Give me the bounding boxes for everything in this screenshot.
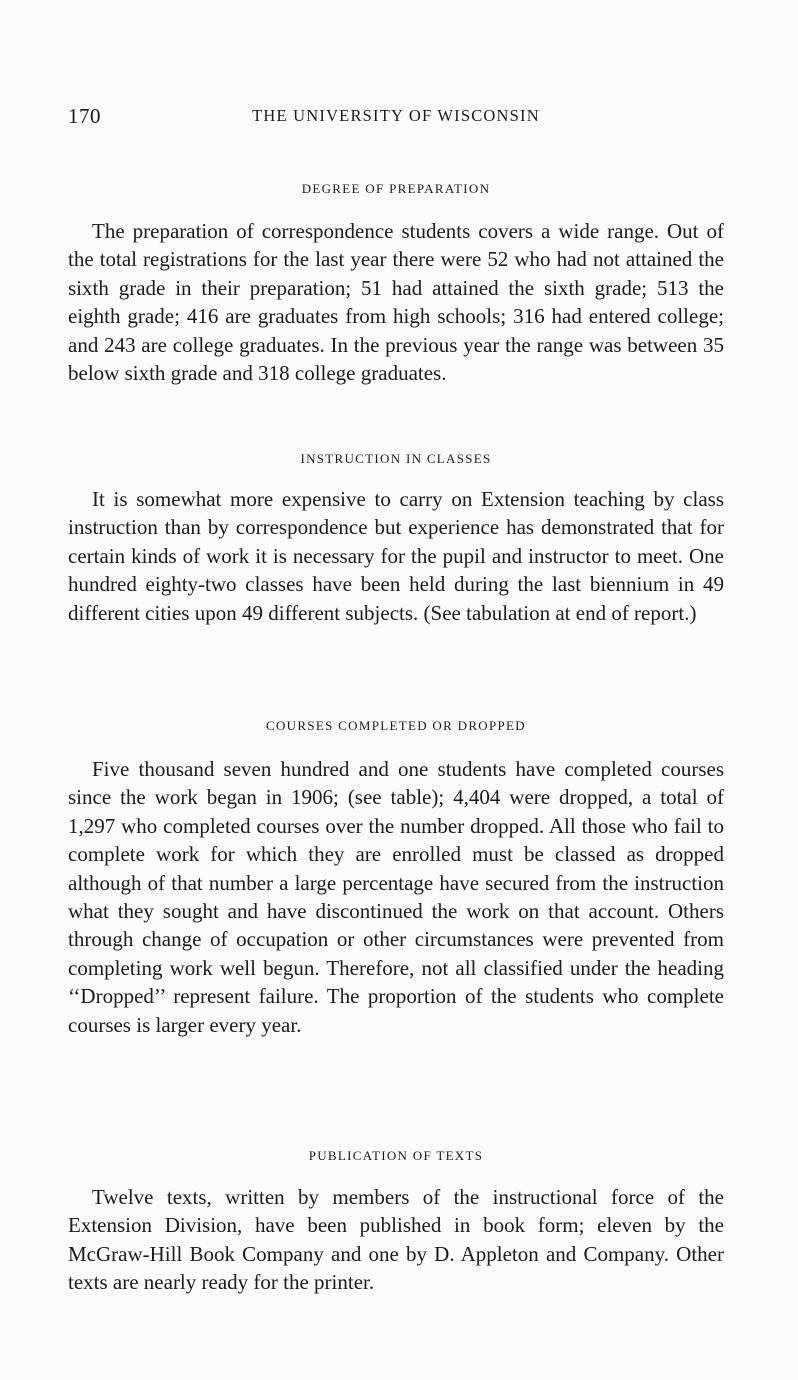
page-number: 170 xyxy=(68,104,101,128)
section-heading-degree-of-preparation: DEGREE OF PREPARATION xyxy=(301,181,491,196)
paragraph-instruction-in-classes: It is somewhat more expensive to carry on Extension teaching by class instruction than by correspondence but experience has demonstrated that for certain kinds of work it is necessary for the pupil and instructor to meet. One hundred eighty-two classes have been held during the last biennium in 49 different cities upon 49 different subjects. (See tabulation at end of report.) xyxy=(68,487,724,625)
running-title: THE UNIVERSITY OF WISCONSIN xyxy=(252,106,540,125)
paragraph-courses-completed-or-dropped: Five thousand seven hundred and one students have completed courses since the work began in 1906; (see table); 4,404 were dropped, a total of 1,297 who completed courses over the number dropped. All those who fail to complete work for which they are enrolled must be classed as dropped although of that number a large percentage have secured from the instruction what they sought and have discontinued the work on that account. Others through change of occupation or other circumstances were prevented from completing work well begun. Therefore, not all classified under the heading ‘‘Dropped’’ represent failure. The proportion of the students who complete courses is larger every year. xyxy=(68,757,724,1037)
running-header xyxy=(68,104,724,134)
paragraph-publication-of-texts: Twelve texts, written by members of the instructional force of the Extension Division, have been published in book form; eleven by the McGraw-Hill Book Company and one by D. Appleton and Company. Other texts are nearly ready for the printer. xyxy=(68,1185,724,1295)
paragraph-degree-of-preparation: The preparation of correspondence students covers a wide range. Out of the total registrations for the last year there were 52 who had not attained the sixth grade in their preparation; 51 had attained the sixth grade; 513 the eighth grade; 416 are graduates from high schools; 316 had entered college; and 243 are college graduates. In the previous year the range was between 35 below sixth grade and 318 college graduates. xyxy=(68,219,724,386)
section-heading-courses-completed-or-dropped: COURSES COMPLETED OR DROPPED xyxy=(266,718,526,733)
section-heading-publication-of-texts: PUBLICATION OF TEXTS xyxy=(308,1148,484,1163)
section-heading-instruction-in-classes: INSTRUCTION IN CLASSES xyxy=(300,451,492,466)
